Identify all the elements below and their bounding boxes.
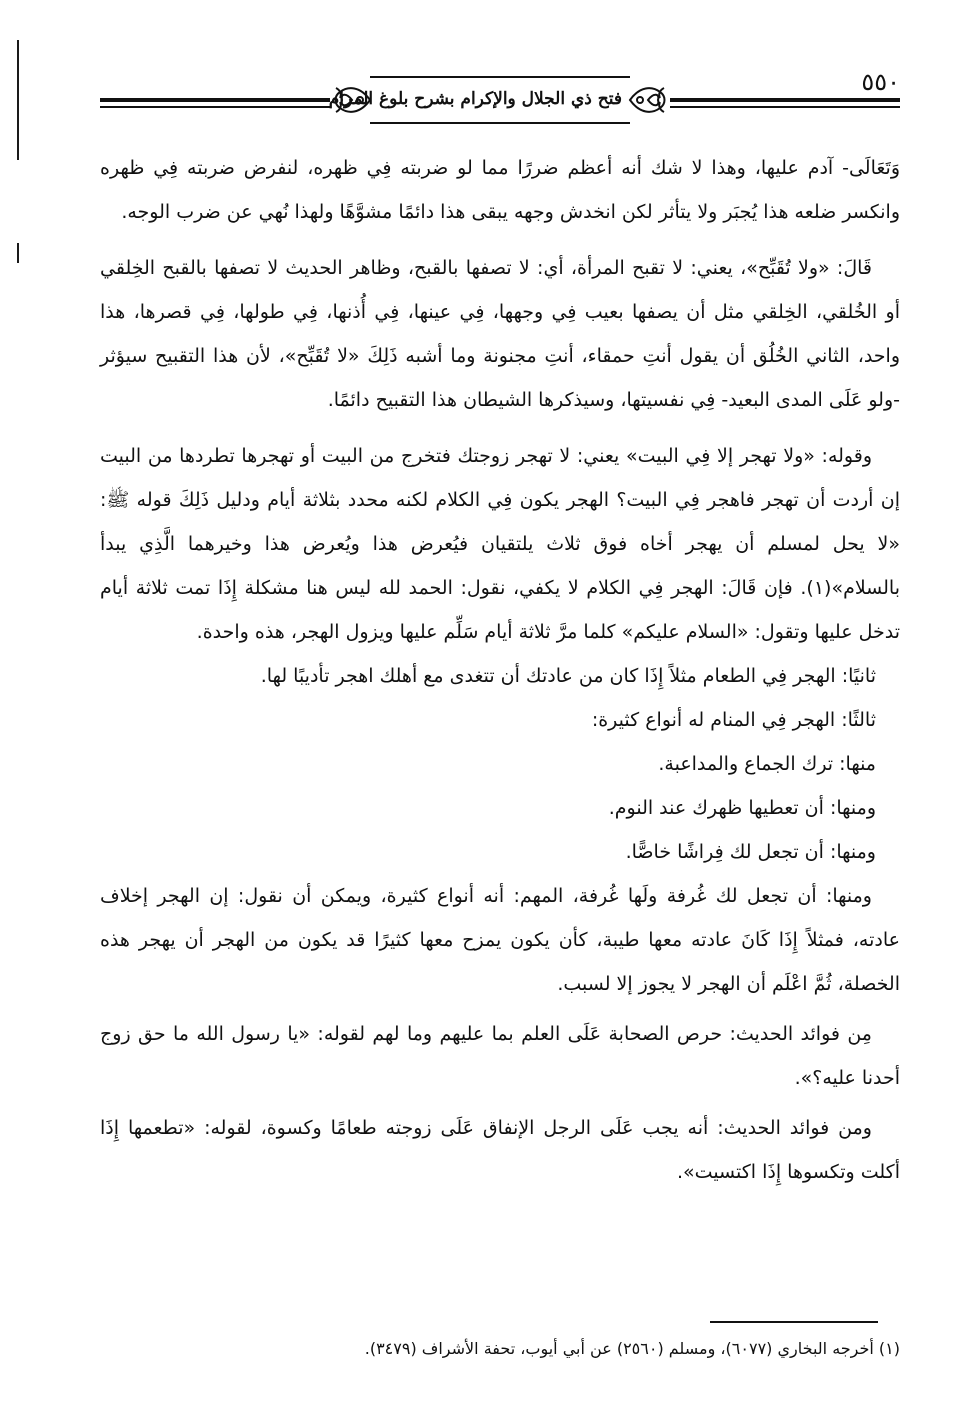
paragraph: مِن فوائد الحديث: حرص الصحابة عَلَى العلم بما عليهم وما لهم لقوله: «يا رسول الله ما حق زوج أحدنا عليه؟». <box>100 1023 900 1089</box>
scan-edge-mark <box>17 243 19 263</box>
page-body <box>100 146 900 1194</box>
list-item: منها: ترك الجماع والمداعبة. <box>658 753 876 775</box>
paragraph: ثانيًا: الهجر فِي الطعام مثلاً إِذَا كان من عادتك أن تتغدى مع أهلك اهجر تأديبًا لها. <box>260 665 876 687</box>
paragraph: قَالَ: «ولا تُقَبِّح»، يعني: لا تقبح المرأة، أي: لا تصفها بالقبح، وظاهر الحديث لا تصفها بالقبح الخِلقي أو الخُلقي، الخِلقي مثل أن يصفها بعيب فِي وجهها، فِي عينها، فِي أُذنها، فِي طولها، فِي قصرها، هذا واحد، الثاني الخُلُق أن يقول أنتِ حمقاء، أنتِ مجنونة وما أشبه ذَلِكَ «لا تُقَبِّح»، لأن هذا التقبيح سيؤثر -ولو عَلَى المدى البعيد- فِي نفسيتها، وسيذكرها الشيطان هذا التقبيح دائمًا. <box>100 257 900 411</box>
footnote: (١) أخرجه البخاري (٦٠٧٧)، ومسلم (٢٥٦٠) عن أبي أيوب، تحفة الأشراف (٣٤٧٩). <box>364 1339 900 1358</box>
paragraph: وَتَعَالَى- آدم عليها، وهذا لا شك أنه أعظم ضررًا مما لو ضربته فِي ظهره، لنفرض ضربته فِي ظهره وانكسر ضلعه هذا يُجبَر ولا يتأثر لكن انخدش وجهه يبقى هذا دائمًا مشوَّهًا ولهذا نُهي عن ضرب الوجه. <box>100 157 900 223</box>
page-header <box>100 62 900 132</box>
paragraph: ومن فوائد الحديث: أنه يجب عَلَى الرجل الإنفاق عَلَى زوجته طعامًا وكسوة، لقوله: «تطعمها إِذَا أكلت وتكسوها إِذَا اكتسيت». <box>100 1117 900 1183</box>
banner-frame <box>370 122 630 124</box>
paragraph: ومنها: أن تجعل لك غُرفة ولَها غُرفة، المهم: أنه أنواع كثيرة، ويمكن أن نقول: إن الهجر إخلاف عادته، فمثلاً إِذَا كَانَ عادته معها طيبة، كأن يكون يمزح معها كثيرًا قد يكون من الهجر أن يهجر هذه الخصلة، ثُمَّ اعْلَم أن الهجر لا يجوز إلا لسبب. <box>100 885 900 995</box>
list-item: ومنها: أن تجعل لك فِراشًا خاصًّا. <box>625 841 876 863</box>
book-title: فتح ذي الجلال والإكرام بشرح بلوغ المرام <box>328 89 622 109</box>
scan-edge-mark <box>17 40 19 160</box>
list-item: ومنها: أن تعطيها ظهرك عند النوم. <box>608 797 876 819</box>
title-banner <box>330 72 670 128</box>
banner-frame <box>370 76 630 78</box>
paragraph: وقوله: «ولا تهجر إلا فِي البيت» يعني: لا تهجر زوجتك فتخرج من البيت أو تهجرها تطردها من البيت إن أردت أن تهجر فاهجر فِي البيت؟ الهجر يكون فِي الكلام لكنه محدد بثلاثة أيام ودليل ذَلِكَ قوله ﷺ: «لا يحل لمسلم أن يهجر أخاه فوق ثلاث يلتقيان فيُعرض هذا ويُعرض هذا وخيرهما الَّذِي يبدأ بالسلام»(١). فإن قَالَ: الهجر فِي الكلام لا يكفي، نقول: الحمد لله ليس هنا مشكلة إِذَا تمت ثلاثة أيام تدخل عليها وتقول: «السلام عليكم» كلما مرَّ ثلاثة أيام سَلِّم عليها ويزول الهجر، هذه واحدة. <box>100 445 900 643</box>
footnote-divider <box>710 1321 878 1323</box>
page-number: ٥٥٠ <box>861 68 900 96</box>
paragraph: ثالثًا: الهجر فِي المنام له أنواع كثيرة: <box>591 709 876 731</box>
floral-ornament-icon <box>626 78 670 122</box>
